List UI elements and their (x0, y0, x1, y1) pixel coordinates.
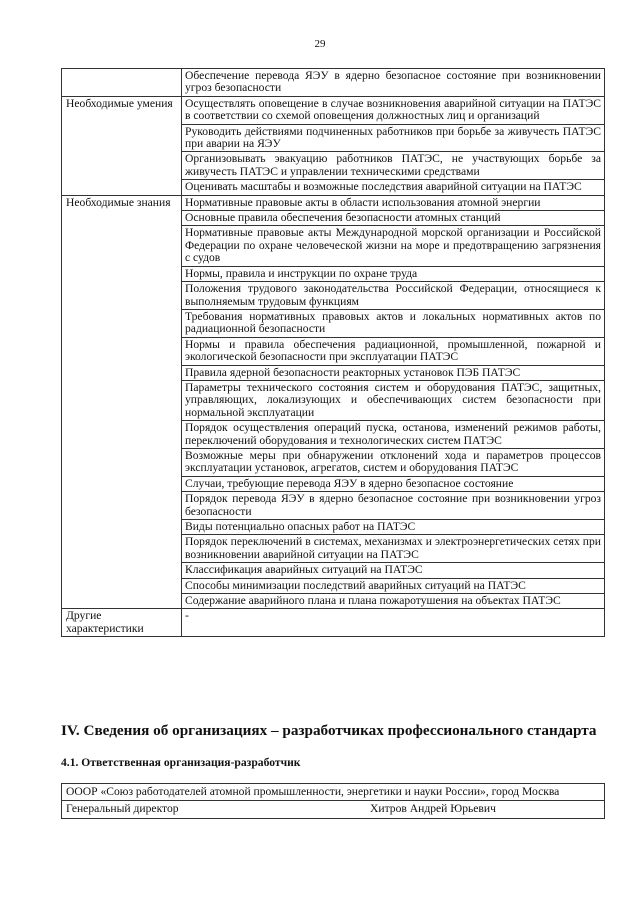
knowledge-item: Правила ядерной безопасности реакторных установок ПЭБ ПАТЭС (182, 365, 605, 380)
director-title: Генеральный директор (66, 802, 179, 816)
knowledge-item: Параметры технического состояния систем и оборудования ПАТЭС, защитных, управляющих, локализующих и обеспечивающих систем безопасности при нормальной эксплуатации (182, 380, 605, 420)
knowledge-item: Нормативные правовые акты в области использования атомной энергии (182, 195, 605, 210)
other-value: - (182, 609, 605, 637)
skill-item: Осуществлять оповещение в случае возникновения аварийной ситуации на ПАТЭС в соответствии со схемой оповещения должностных лиц и организаций (182, 96, 605, 124)
knowledge-item: Нормы, правила и инструкции по охране труда (182, 266, 605, 281)
knowledge-item: Случаи, требующие перевода ЯЭУ в ядерно безопасное состояние (182, 476, 605, 491)
organization-table (61, 783, 605, 819)
skill-item: Оценивать масштабы и возможные последствия аварийной ситуации на ПАТЭС (182, 180, 605, 195)
knowledge-item: Порядок переключений в системах, механизмах и электроэнергетических сетях при возникновении аварийной ситуации на ПАТЭС (182, 535, 605, 563)
section-heading: IV. Сведения об организациях – разработчиках профессионального стандарта (61, 722, 597, 739)
table-row (62, 69, 605, 97)
table-row (62, 784, 605, 801)
knowledge-item: Классификация аварийных ситуаций на ПАТЭС (182, 563, 605, 578)
knowledge-item: Основные правила обеспечения безопасности атомных станций (182, 211, 605, 226)
knowledge-label: Необходимые знания (62, 195, 182, 609)
director-cell (62, 801, 605, 818)
knowledge-item: Виды потенциально опасных работ на ПАТЭС (182, 520, 605, 535)
competency-table (61, 68, 605, 637)
knowledge-item: Требования нормативных правовых актов и локальных нормативных актов по радиационной безопасности (182, 309, 605, 337)
skill-item: Организовывать эвакуацию работников ПАТЭС, не участвующих борьбе за живучесть ПАТЭС и управлении техническими средствами (182, 152, 605, 180)
table-row (62, 195, 605, 210)
knowledge-item: Возможные меры при обнаружении отклонений хода и параметров процессов эксплуатации установок, агрегатов, систем и оборудования ПАТЭС (182, 448, 605, 476)
director-name: Хитров Андрей Юрьевич (370, 802, 496, 816)
skill-item: Руководить действиями подчиненных работников при борьбе за живучесть ПАТЭС при аварии на ЯЭУ (182, 124, 605, 152)
continuation-item: Обеспечение перевода ЯЭУ в ядерно безопасное состояние при возникновении угроз безопасности (182, 69, 605, 97)
knowledge-item: Положения трудового законодательства Российской Федерации, относящиеся к выполняемым трудовым функциям (182, 282, 605, 310)
organization-name: ОООР «Союз работодателей атомной промышленности, энергетики и науки России», город Москва (62, 784, 605, 801)
knowledge-item: Содержание аварийного плана и плана пожаротушения на объектах ПАТЭС (182, 594, 605, 609)
other-label: Другие характеристики (62, 609, 182, 637)
page-number: 29 (314, 38, 326, 50)
table-row (62, 96, 605, 124)
skills-label: Необходимые умения (62, 96, 182, 195)
knowledge-item: Порядок осуществления операций пуска, останова, изменений режимов работы, переключений оборудования и технологических систем ПАТЭС (182, 421, 605, 449)
table-row (62, 801, 605, 818)
knowledge-item: Порядок перевода ЯЭУ в ядерно безопасное состояние при возникновении угроз безопасности (182, 492, 605, 520)
knowledge-item: Нормы и правила обеспечения радиационной, промышленной, пожарной и экологической безопасности при эксплуатации ПАТЭС (182, 337, 605, 365)
knowledge-item: Способы минимизации последствий аварийных ситуаций на ПАТЭС (182, 578, 605, 593)
table-row (62, 609, 605, 637)
empty-label-cell (62, 69, 182, 97)
knowledge-item: Нормативные правовые акты Международной морской организации и Российской Федерации по охране человеческой жизни на море и предотвращению загрязнения с судов (182, 226, 605, 266)
subheading: 4.1. Ответственная организация-разработчик (61, 756, 301, 769)
